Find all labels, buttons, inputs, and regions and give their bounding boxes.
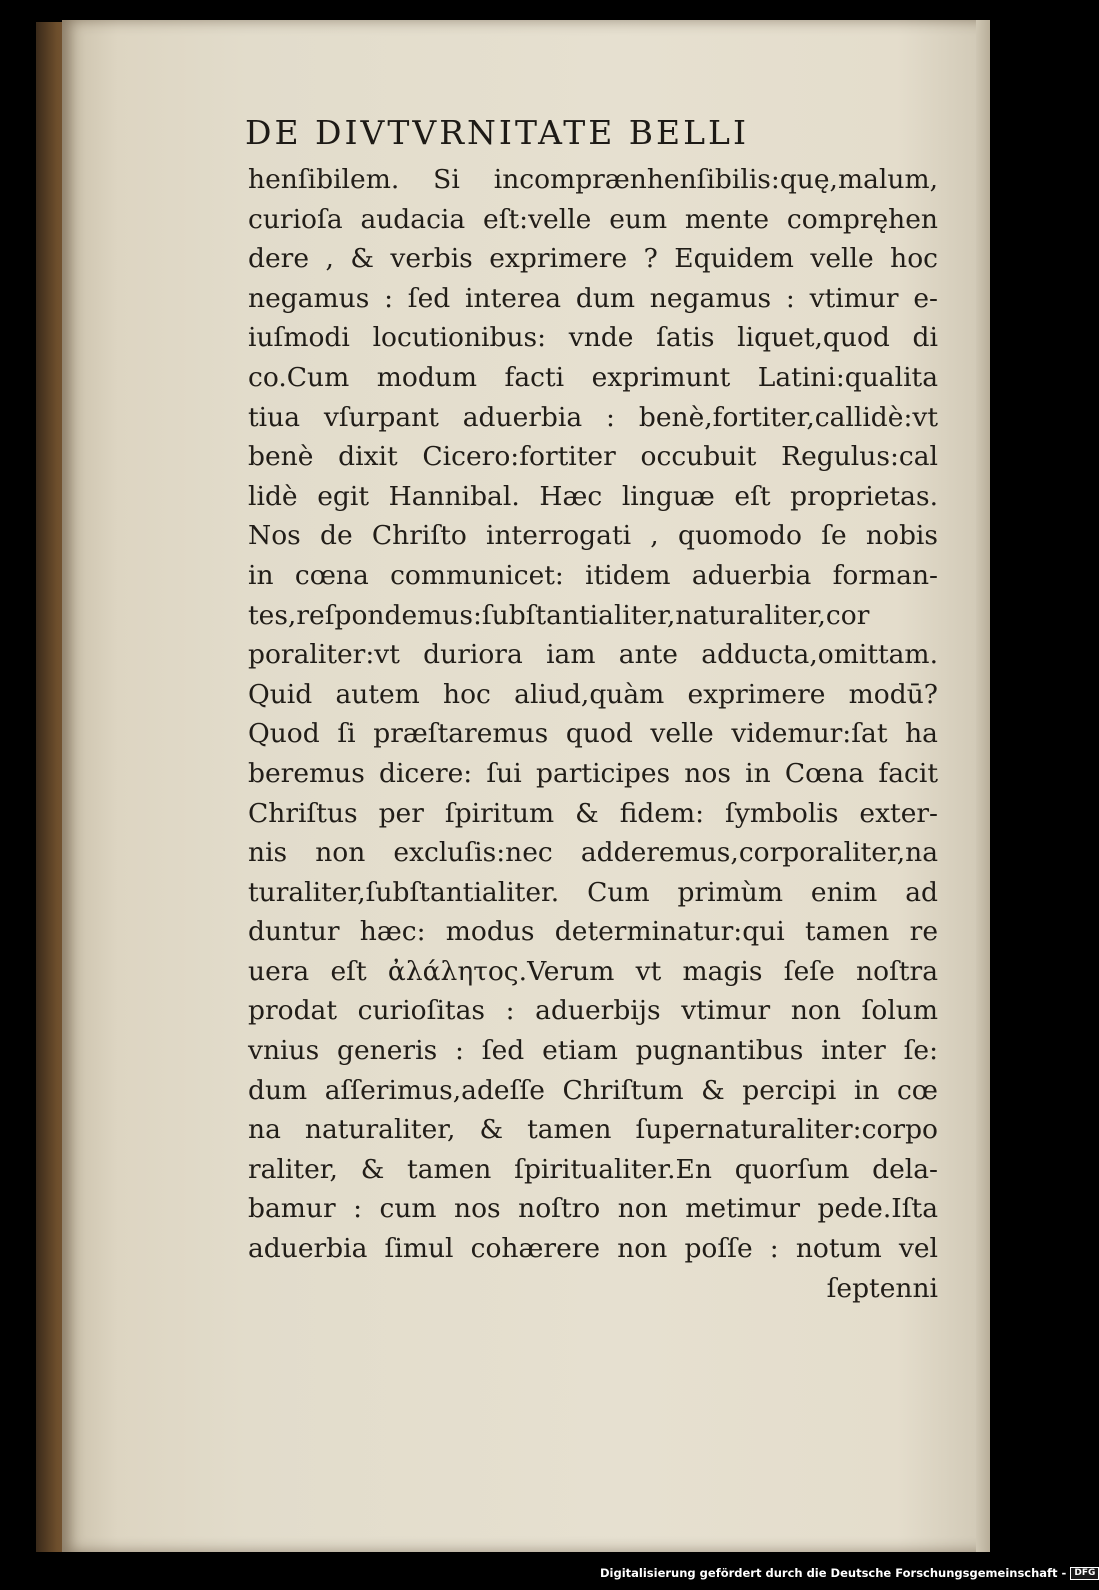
text-line: iuſmodi locutionibus: vnde ſatis liquet,quod di: [248, 322, 938, 354]
text-line: Quod ſi præſtaremus quod velle videmur:ſat ha: [248, 718, 938, 750]
text-line: negamus : ſed interea dum negamus : vtimur e-: [248, 282, 938, 314]
text-line: Chriſtus per ſpiritum & fidem: ſymbolis exter-: [248, 797, 938, 829]
text-line: curioſa audacia eſt:velle eum mente compręhen: [248, 203, 938, 235]
text-line: turaliter,ſubſtantialiter. Cum primùm enim ad: [248, 876, 938, 908]
text-line: bamur : cum nos noſtro non metimur pede.Iſta: [248, 1193, 938, 1225]
text-line: vnius generis : ſed etiam pugnantibus inter ſe:: [248, 1035, 938, 1067]
text-line: prodat curioſitas : aduerbijs vtimur non ſolum: [248, 995, 938, 1027]
digitization-credit: [600, 1566, 1096, 1580]
text-line: na naturaliter, & tamen ſupernaturaliter:corpo: [248, 1114, 938, 1146]
text-line: tes,reſpondemus:ſubſtantialiter,naturaliter,cor: [248, 599, 870, 631]
text-line: raliter, & tamen ſpiritualiter.En quorſum dela-: [248, 1153, 938, 1185]
text-line: nis non excluſis:nec adderemus,corporaliter,na: [248, 837, 938, 869]
text-line: duntur hæc: modus determinatur:qui tamen re: [248, 916, 938, 948]
text-line: Quid autem hoc aliud,quàm exprimere modū?: [248, 678, 938, 710]
running-head: DE DIVTVRNITATE BELLI: [245, 113, 749, 152]
dfg-logo: DFG: [1070, 1567, 1099, 1580]
text-line: henſibilem. Si incomprænhenſibilis:quę,malum,: [248, 164, 938, 195]
text-line: uera eſt ἀλάλητος.Verum vt magis ſeſe noſtra: [248, 955, 938, 987]
text-line: benè dixit Cicero:fortiter occubuit Regulus:cal: [248, 441, 938, 473]
body-text: [248, 160, 938, 1308]
text-line: Nos de Chriſto interrogati , quomodo ſe nobis: [248, 520, 938, 552]
text-line: aduerbia ſimul cohærere non poſſe : notum vel: [248, 1233, 938, 1265]
text-line: tiua vſurpant aduerbia : benè,fortiter,callidè:vt: [248, 401, 938, 433]
catchword: ſeptenni: [826, 1272, 938, 1304]
text-line: lidè egit Hannibal. Hæc linguæ eſt proprietas.: [248, 480, 938, 512]
text-line: beremus dicere: ſui participes nos in Cœna facit: [248, 757, 938, 789]
credit-text: Digitalisierung gefördert durch die Deutsche Forschungsgemeinschaft -: [600, 1566, 1067, 1580]
text-line: in cœna communicet: itidem aduerbia forman-: [248, 559, 938, 591]
text-line: co.Cum modum facti exprimunt Latini:qualita: [248, 361, 938, 393]
text-line: dere , & verbis exprimere ? Equidem velle hoc: [248, 243, 938, 275]
text-line: dum aſſerimus,adeſſe Chriſtum & percipi in cœ: [248, 1074, 938, 1106]
page-edge: [976, 20, 990, 1552]
text-line: poraliter:vt duriora iam ante adducta,omittam.: [248, 639, 938, 671]
